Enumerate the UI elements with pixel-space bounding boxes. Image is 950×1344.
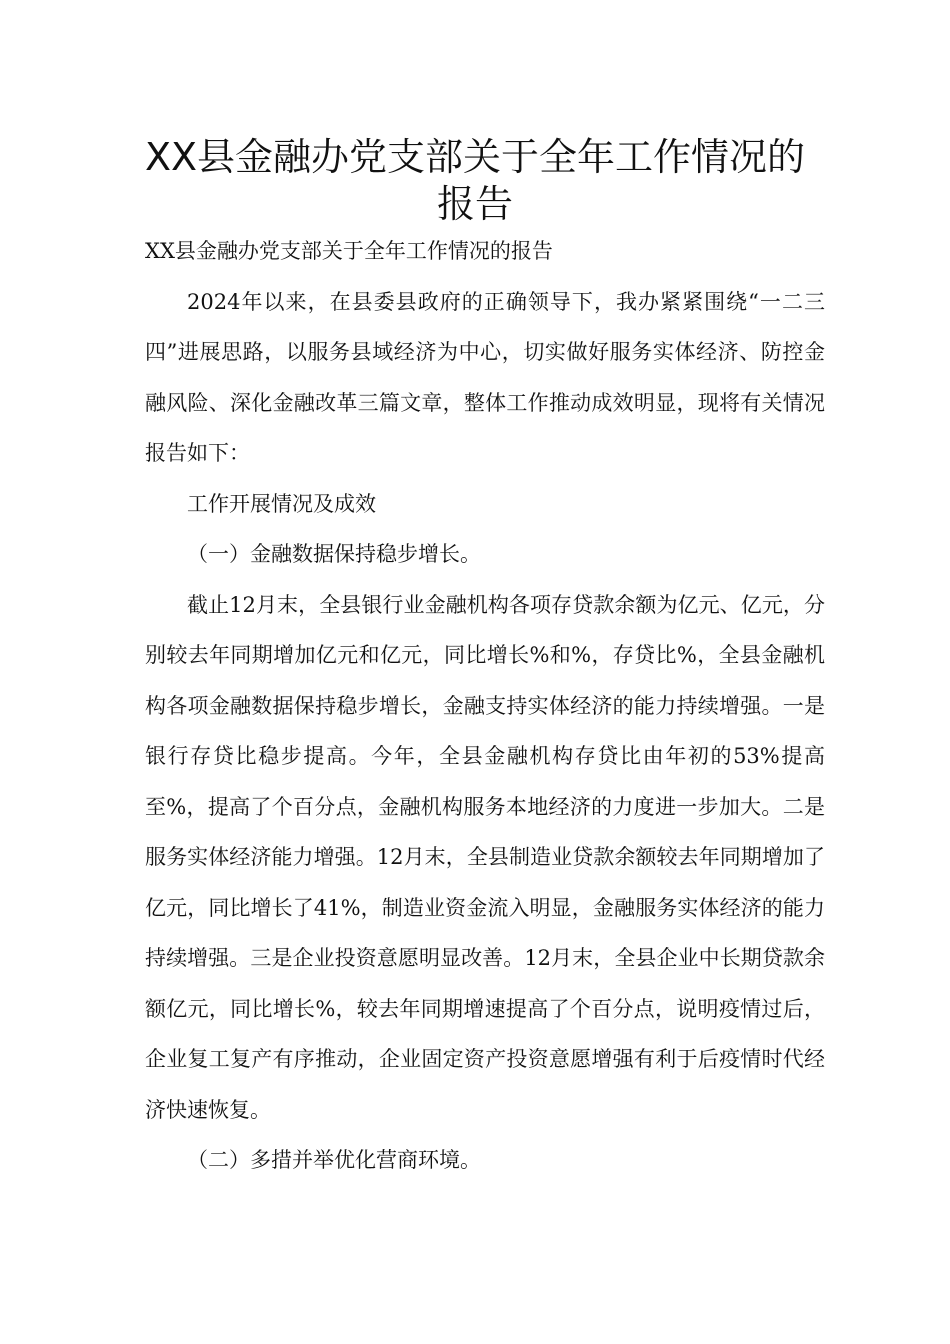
document-title-line-2: 报告 xyxy=(436,182,513,226)
section-heading: 工作开展情况及成效 xyxy=(187,491,376,516)
document-body xyxy=(145,226,825,1186)
subsection-heading-2: （二）多措并举优化营商环境。 xyxy=(187,1148,481,1172)
subsection-body-1: 截止12月末，全县银行业金融机构各项存贷款余额为亿元、亿元，分别较去年同期增加亿元和亿元，同比增长%和%，存贷比%，全县金融机构各项金融数据保持稳步增长，金融支持实体经济的能力持续增强。一是银行存贷比稳步提高。今年，全县金融机构存贷比由年初的53%提高至%，提高了个百分点，金融机构服务本地经济的力度进一步加大。二是服务实体经济能力增强。12月末，全县制造业贷款余额较去年同期增加了亿元，同比增长了41%，制造业资金流入明显，金融服务实体经济的能力持续增强。三是企业投资意愿明显改善。12月末，全县企业中长期贷款余额亿元，同比增长%，较去年同期增速提高了个百分点，说明疫情过后，企业复工复产有序推动，企业固定资产投资意愿增强有利于后疫情时代经济快速恢复。 xyxy=(145,592,825,1122)
document-subtitle: XX县金融办党支部关于全年工作情况的报告 xyxy=(145,239,553,263)
document-title-line-1: XX县金融办党支部关于全年工作情况的 xyxy=(144,135,806,179)
subsection-heading-1: （一）金融数据保持稳步增长。 xyxy=(187,542,481,566)
intro-paragraph: 2024年以来，在县委县政府的正确领导下，我办紧紧围绕“一二三四”进展思路，以服务县域经济为中心，切实做好服务实体经济、防控金融风险、深化金融改革三篇文章，整体工作推动成效明显，现将有关情况报告如下： xyxy=(145,289,825,465)
